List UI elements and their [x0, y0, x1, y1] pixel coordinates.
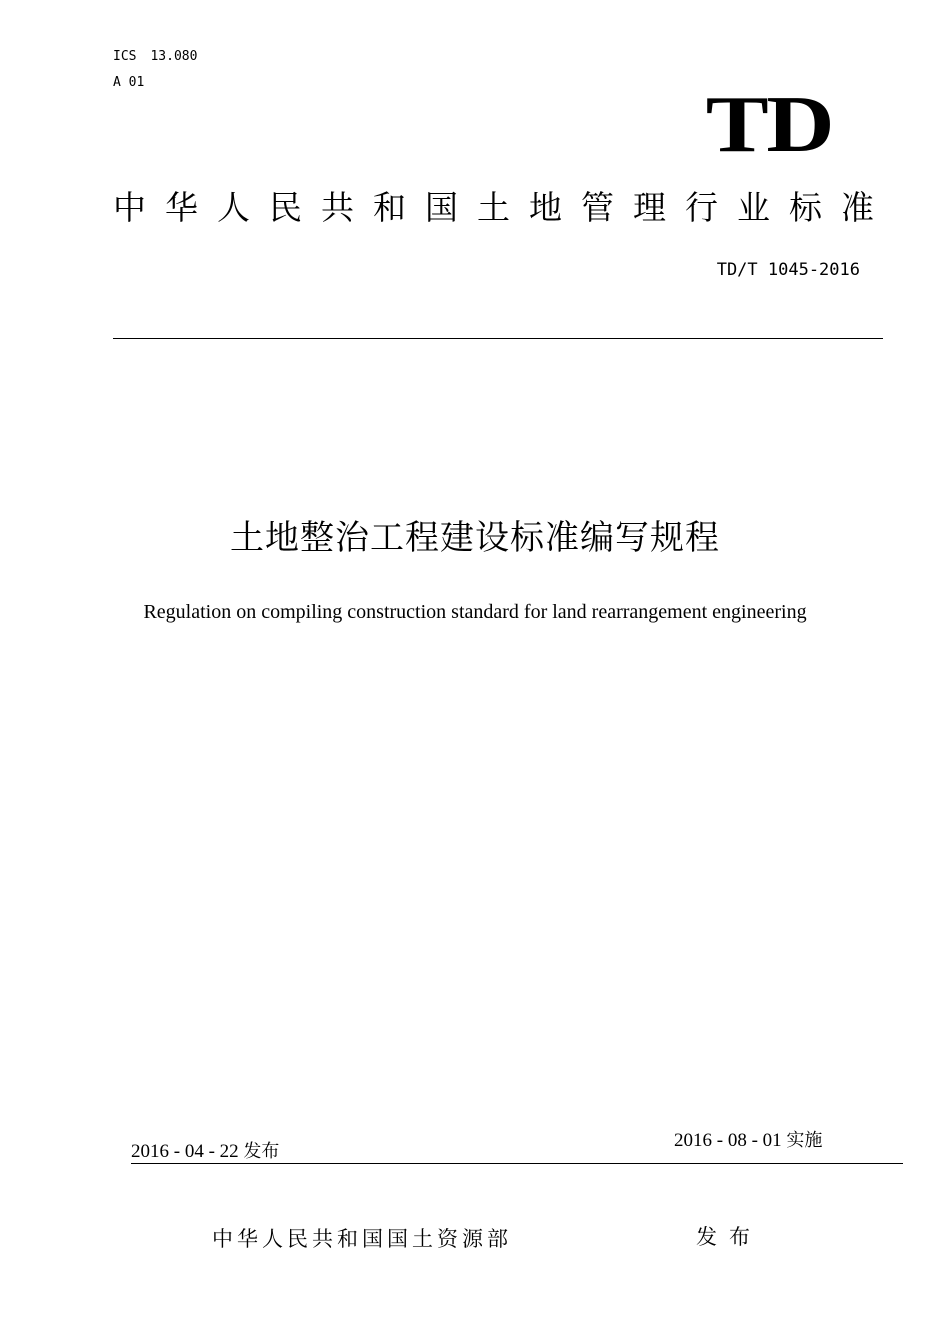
ccs-classification: A 01	[113, 75, 145, 90]
publisher-action: 发布	[696, 1225, 762, 1249]
effective-date-value: 2016 - 08 - 01	[674, 1130, 782, 1151]
effective-label: 实施	[786, 1130, 823, 1151]
standard-code: TD/T 1045-2016	[716, 260, 860, 280]
publisher-name: 中华人民共和国国土资源部	[212, 1227, 512, 1251]
standard-category: 中华人民共和国土地管理行业标准	[113, 188, 893, 227]
td-logo: TD	[705, 81, 832, 169]
effective-date	[674, 1127, 822, 1155]
publish-label: 发布	[243, 1141, 280, 1162]
bottom-divider	[131, 1163, 903, 1164]
document-title-english: Regulation on compiling construction standard for land rearrangement engineering	[143, 601, 807, 623]
publish-date-value: 2016 - 04 - 22	[131, 1141, 239, 1162]
publish-date	[131, 1138, 279, 1166]
ics-number: 13.080	[150, 49, 198, 64]
ics-classification	[113, 48, 197, 66]
ics-label: ICS	[113, 49, 137, 64]
document-title: 土地整治工程建设标准编写规程	[230, 518, 720, 558]
top-divider	[113, 338, 883, 339]
